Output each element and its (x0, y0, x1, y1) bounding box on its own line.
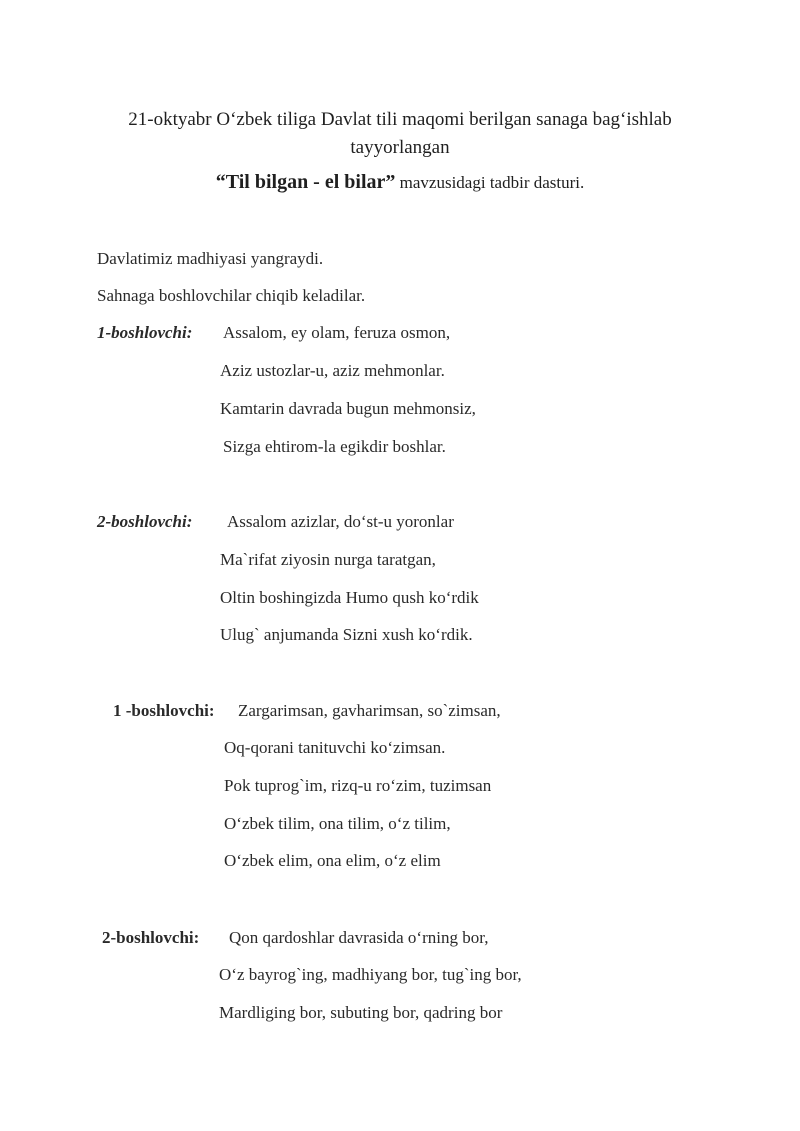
heading-theme-line (60, 168, 740, 197)
verse-line: O‘zbek tilim, ona tilim, o‘z tilim, (224, 814, 451, 833)
speaker-label: 2-boshlovchi: (97, 512, 193, 531)
verse-line: Sizga ehtirom-la egikdir boshlar. (223, 437, 446, 456)
verse-line: Aziz ustozlar-u, aziz mehmonlar. (220, 361, 445, 380)
event-theme: “Til bilgan - el bilar” (215, 171, 396, 193)
intro-line: Sahnaga boshlovchilar chiqib keladilar. (97, 286, 366, 305)
verse-line: Ulug` anjumanda Sizni xush ko‘rdik. (220, 625, 473, 644)
verse-line: Qon qardoshlar davrasida o‘rning bor, (229, 928, 489, 947)
speaker-label: 1-boshlovchi: (97, 323, 193, 342)
verse-line: O‘z bayrog`ing, madhiyang bor, tug`ing bor, (219, 965, 522, 984)
heading-line-2: tayyorlangan (350, 137, 450, 158)
verse-line: Assalom azizlar, do‘st-u yoronlar (227, 512, 454, 531)
intro-line: Davlatimiz madhiyasi yangraydi. (97, 249, 324, 268)
heading-suffix: mavzusidagi tadbir dasturi. (395, 173, 585, 192)
verse-line: Zargarimsan, gavharimsan, so`zimsan, (238, 701, 501, 720)
verse-line: Oq-qorani tanituvchi ko‘zimsan. (224, 738, 446, 757)
verse-line: Mardliging bor, subuting bor, qadring bor (219, 1003, 503, 1022)
verse-line: Pok tuprog`im, rizq-u ro‘zim, tuzimsan (224, 776, 492, 795)
heading-line-1: 21-oktyabr O‘zbek tiliga Davlat tili maqomi berilgan sanaga bag‘ishlab (128, 109, 672, 130)
speaker-label: 2-boshlovchi: (102, 928, 200, 947)
verse-line: Ma`rifat ziyosin nurga taratgan, (220, 550, 436, 569)
verse-line: Assalom, ey olam, feruza osmon, (223, 323, 451, 342)
verse-line: Kamtarin davrada bugun mehmonsiz, (220, 399, 476, 418)
verse-line: Oltin boshingizda Humo qush ko‘rdik (220, 588, 479, 607)
speaker-label: 1 -boshlovchi: (113, 701, 215, 720)
verse-line: O‘zbek elim, ona elim, o‘z elim (224, 851, 441, 870)
